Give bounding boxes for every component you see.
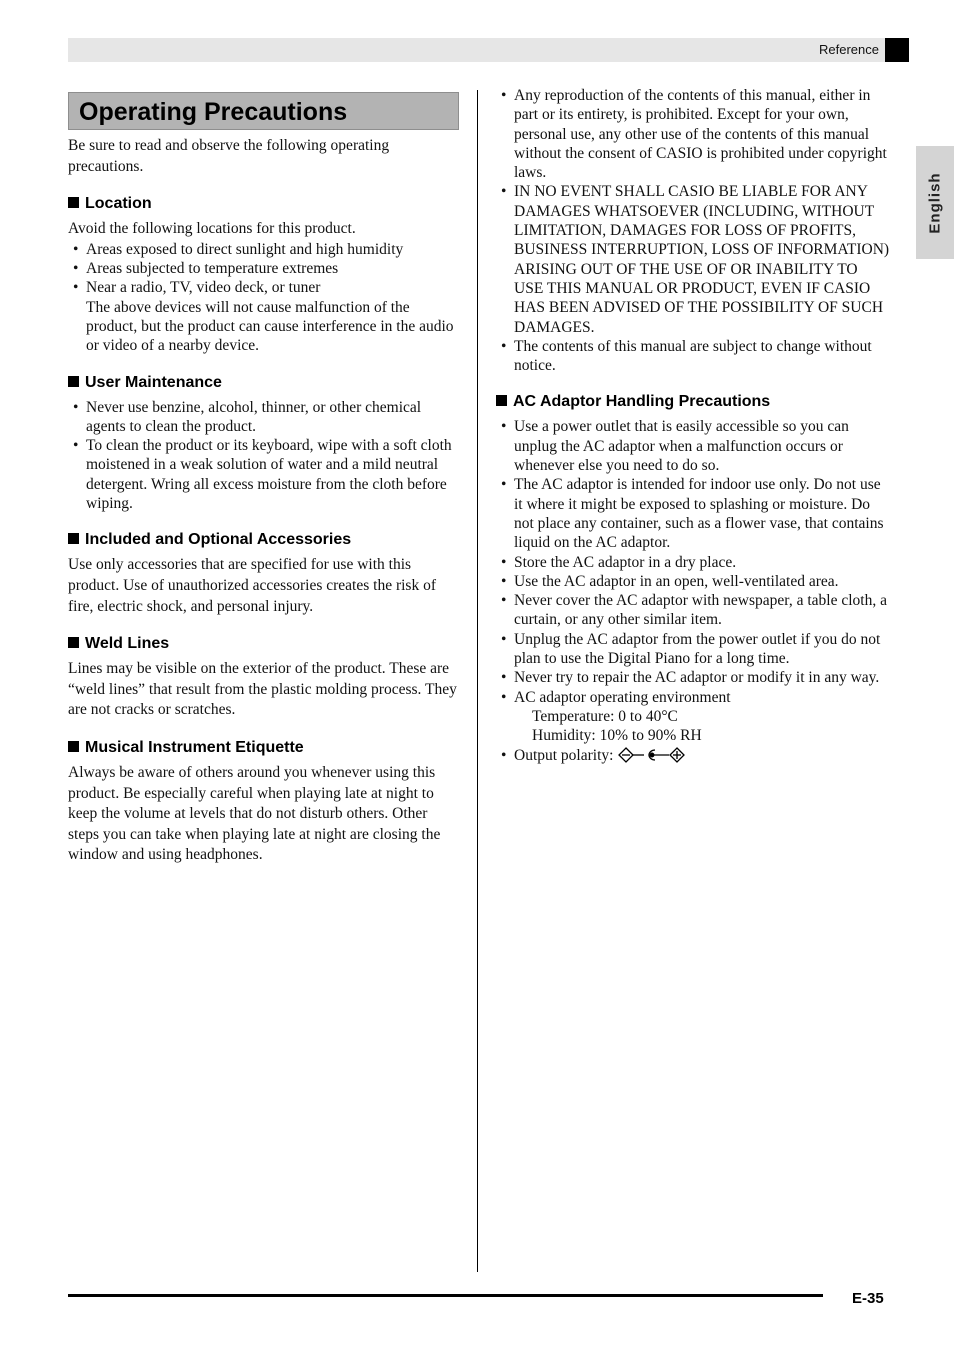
list-item: • Use a power outlet that is easily accessible so you can unplug the AC adaptor when a malfunction occurs or whenever else you need to do so.	[496, 417, 890, 475]
square-bullet-icon	[68, 533, 79, 544]
etiquette-heading: Musical Instrument Etiquette	[68, 738, 459, 758]
etiquette-text: Always be aware of others around you whenever using this product. Be especially careful when playing late at night to keep the volume at levels that do not disturb others. Other steps you can take when playing late at night are closing the window and using headphones.	[68, 763, 441, 864]
square-bullet-icon	[496, 395, 507, 406]
weld-lines-text: Lines may be visible on the exterior of the product. These are “weld lines” that result from the plastic molding process. They are not cracks or scratches.	[68, 660, 457, 719]
square-bullet-icon	[68, 376, 79, 387]
left-column	[68, 90, 459, 866]
header-label: Reference	[819, 42, 879, 57]
location-section	[68, 194, 459, 355]
ac-adaptor-list	[496, 417, 890, 768]
list-item: • Never try to repair the AC adaptor or modify it in any way.	[496, 668, 890, 687]
header-marker	[885, 38, 909, 62]
location-note: The above devices will not cause malfunction of the product, but the product can cause interference in the audio or video of a nearby device.	[86, 298, 454, 355]
user-maintenance-list	[68, 398, 459, 514]
etiquette-section	[68, 738, 459, 866]
accessories-section	[68, 530, 459, 617]
list-item: • Store the AC adaptor in a dry place.	[496, 553, 890, 572]
location-list	[68, 240, 459, 356]
list-item: • Use the AC adaptor in an open, well-ventilated area.	[496, 572, 890, 591]
list-item: • Never use benzine, alcohol, thinner, or other chemical agents to clean the product.	[68, 398, 459, 437]
square-bullet-icon	[68, 197, 79, 208]
page-number: E-35	[852, 1290, 884, 1307]
location-heading: Location	[68, 194, 459, 214]
list-item: • Any reproduction of the contents of this manual, either in part or its entirety, is prohibited. Except for your own, personal use, any other use of the contents of this manual without the consent of CASIO is prohibited under copyright laws.	[496, 86, 890, 182]
location-text: Avoid the following locations for this product.	[68, 220, 356, 238]
dc-polarity-center-positive-icon	[617, 746, 687, 769]
list-item: • IN NO EVENT SHALL CASIO BE LIABLE FOR ANY DAMAGES WHATSOEVER (INCLUDING, WITHOUT LIMITATION, DAMAGES FOR LOSS OF PROFITS, BUSINESS INTERRUPTION, LOSS OF INFORMATION) ARISING OUT OF THE USE OF OR INABILITY TO USE THIS MANUAL OR PRODUCT, EVEN IF CASIO HAS BEEN ADVISED OF THE POSSIBILITY OF SUCH DAMAGES.	[496, 182, 890, 336]
weld-lines-section	[68, 634, 459, 721]
language-tab	[916, 146, 954, 259]
language-tab-label: English	[926, 171, 944, 234]
page-title: Operating Precautions	[79, 98, 348, 126]
list-item: • Areas subjected to temperature extremes	[68, 259, 459, 278]
square-bullet-icon	[68, 741, 79, 752]
list-item: • Unplug the AC adaptor from the power outlet if you do not plan to use the Digital Piano for a long time.	[496, 630, 890, 669]
list-item: • Near a radio, TV, video deck, or tuner The above devices will not cause malfunction of the product, but the product can cause interference in the audio or video of a nearby device.	[68, 278, 459, 355]
title-box	[68, 92, 459, 130]
humidity-spec: Humidity: 10% to 90% RH	[532, 727, 702, 745]
intro-text: Be sure to read and observe the following operating precautions.	[68, 137, 390, 175]
square-bullet-icon	[68, 637, 79, 648]
column-divider	[477, 90, 478, 1272]
footer-rule	[68, 1294, 823, 1297]
list-item: • To clean the product or its keyboard, wipe with a soft cloth moistened in a weak solution of water and a mild neutral detergent. Wring all excess moisture from the cloth before wiping.	[68, 436, 459, 513]
accessories-heading: Included and Optional Accessories	[68, 530, 459, 550]
right-column	[496, 86, 890, 769]
temperature-spec: Temperature: 0 to 40°C	[532, 707, 678, 725]
list-item	[496, 746, 890, 769]
polarity-label: Output polarity:	[514, 746, 614, 764]
header-bar	[68, 38, 909, 62]
ac-adaptor-heading: AC Adaptor Handling Precautions	[496, 392, 890, 412]
list-item: • The contents of this manual are subject to change without notice.	[496, 337, 890, 376]
list-item	[496, 688, 890, 746]
list-item: • Never cover the AC adaptor with newspaper, a table cloth, a curtain, or any other similar item.	[496, 591, 890, 630]
user-maintenance-heading: User Maintenance	[68, 373, 459, 393]
legal-list	[496, 86, 890, 375]
list-item: • The AC adaptor is intended for indoor use only. Do not use it where it might be exposed to splashing or moisture. Do not place any container, such as a flower vase, that contains liquid on the AC adaptor.	[496, 475, 890, 552]
accessories-text: Use only accessories that are specified for use with this product. Use of unauthorized accessories creates the risk of fire, electric shock, and personal injury.	[68, 556, 436, 615]
user-maintenance-section	[68, 373, 459, 514]
weld-lines-heading: Weld Lines	[68, 634, 459, 654]
environment-label: • AC adaptor operating environment	[514, 688, 731, 706]
list-item: • Areas exposed to direct sunlight and high humidity	[68, 240, 459, 259]
ac-adaptor-section	[496, 392, 890, 768]
